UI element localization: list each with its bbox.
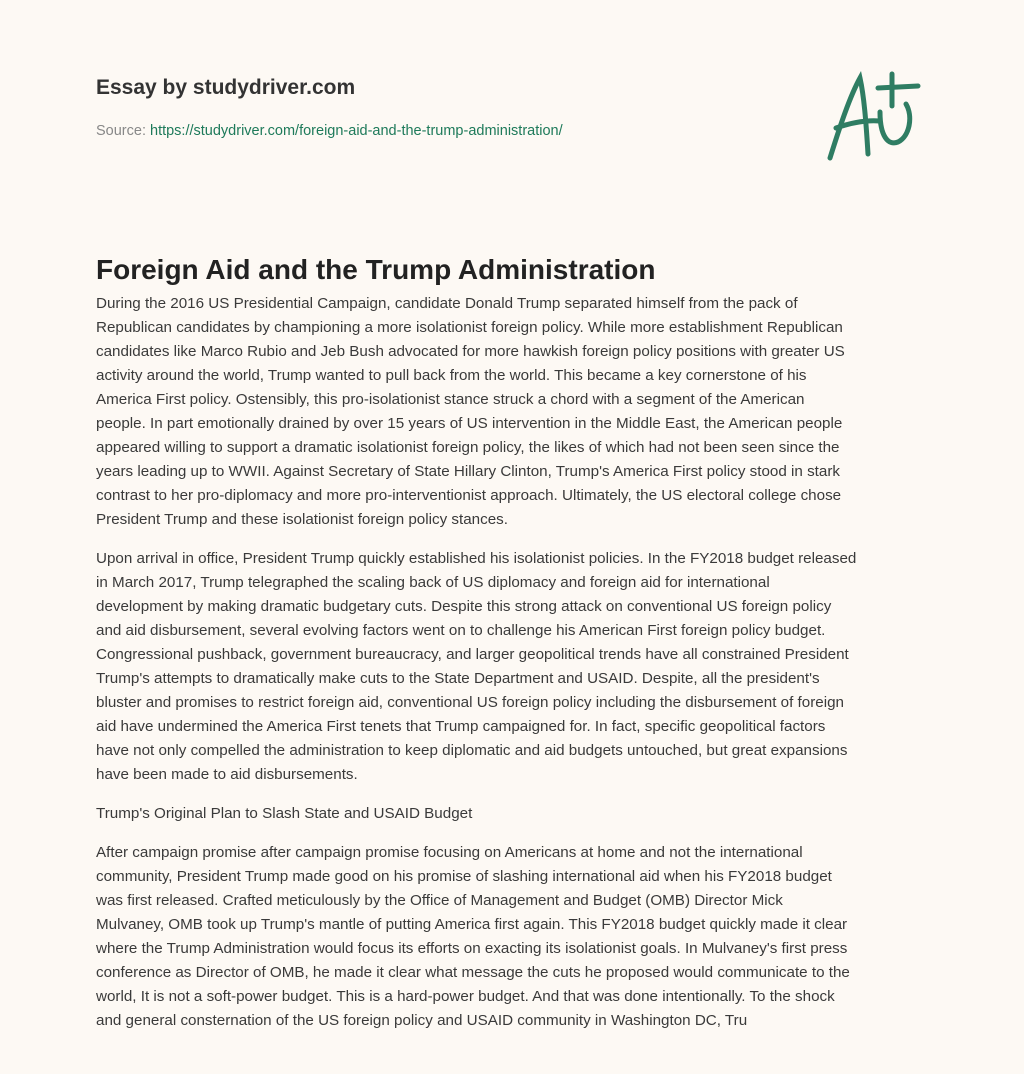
text-line: After campaign promise after campaign promise focusing on Americans at home and not the international — [96, 844, 803, 861]
text-line: in March 2017, Trump telegraphed the scaling back of US diplomacy and foreign aid for international — [96, 574, 770, 591]
text-line: Trump's attempts to dramatically make cuts to the State Department and USAID. Despite, all the president's — [96, 670, 820, 687]
a-plus-logo — [818, 66, 928, 166]
paragraph — [96, 841, 936, 1033]
essay-body — [96, 292, 936, 1048]
source-link[interactable]: https://studydriver.com/foreign-aid-and-the-trump-administration/ — [150, 123, 563, 139]
text-line: aid have undermined the America First tenets that Trump campaigned for. In fact, specific geopolitical factors — [96, 718, 826, 735]
source-line — [96, 123, 563, 139]
paragraph — [96, 292, 936, 532]
text-line: Republican candidates by championing a more isolationist foreign policy. While more establishment Republican — [96, 319, 843, 336]
text-line: activity around the world, Trump wanted to pull back from the world. This became a key cornerstone of his — [96, 367, 807, 384]
text-line: candidates like Marco Rubio and Jeb Bush advocated for more hawkish foreign policy positions with greater US — [96, 343, 845, 360]
text-line: and general consternation of the US foreign policy and USAID community in Washington DC, Tru — [96, 1012, 748, 1029]
text-line: America First policy. Ostensibly, this pro-isolationist stance struck a chord with a segment of the American — [96, 391, 805, 408]
essay-title: Foreign Aid and the Trump Administration — [96, 254, 656, 285]
text-line: President Trump and these isolationist foreign policy stances. — [96, 511, 508, 528]
text-line: Upon arrival in office, President Trump quickly established his isolationist policies. In the FY2018 budget released — [96, 550, 857, 567]
text-line: Trump's Original Plan to Slash State and USAID Budget — [96, 805, 473, 822]
text-line: conference as Director of OMB, he made it clear what message the cuts he proposed would communicate to the — [96, 964, 850, 981]
text-line: appeared willing to support a dramatic isolationist foreign policy, the likes of which had not been seen since the — [96, 439, 840, 456]
paragraph — [96, 547, 936, 787]
text-line: Congressional pushback, government bureaucracy, and larger geopolitical trends have all constrained President — [96, 646, 849, 663]
text-line: Mulvaney, OMB took up Trump's mantle of putting America first again. This FY2018 budget quickly made it clear — [96, 916, 848, 933]
source-label: Source: — [96, 123, 150, 139]
text-line: and aid disbursement, several evolving factors went on to challenge his American First foreign policy budget. — [96, 622, 826, 639]
text-line: world, It is not a soft-power budget. This is a hard-power budget. And that was done intentionally. To the shock — [96, 988, 835, 1005]
text-line: development by making dramatic budgetary cuts. Despite this strong attack on conventional US foreign policy — [96, 598, 832, 615]
text-line: have been made to aid disbursements. — [96, 766, 358, 783]
text-line: community, President Trump made good on his promise of slashing international aid when his FY2018 budget — [96, 868, 832, 885]
site-brand: Essay by studydriver.com — [96, 76, 356, 99]
text-line: have not only compelled the administration to keep diplomatic and aid budgets untouched, but great expansions — [96, 742, 848, 759]
text-line: contrast to her pro-diplomacy and more pro-interventionist approach. Ultimately, the US electoral college chose — [96, 487, 842, 504]
text-line: where the Trump Administration would focus its efforts on exacting its isolationist goals. In Mulvaney's first press — [96, 940, 848, 957]
text-line: people. In part emotionally drained by over 15 years of US intervention in the Middle East, the American people — [96, 415, 843, 432]
text-line: bluster and promises to restrict foreign aid, conventional US foreign policy including the disbursement of foreign — [96, 694, 844, 711]
section-heading — [96, 802, 936, 826]
text-line: years leading up to WWII. Against Secretary of State Hillary Clinton, Trump's America First policy stood in stark — [96, 463, 840, 480]
text-line: During the 2016 US Presidential Campaign, candidate Donald Trump separated himself from the pack of — [96, 295, 798, 312]
text-line: was first released. Crafted meticulously by the Office of Management and Budget (OMB) Director Mick — [96, 892, 783, 909]
